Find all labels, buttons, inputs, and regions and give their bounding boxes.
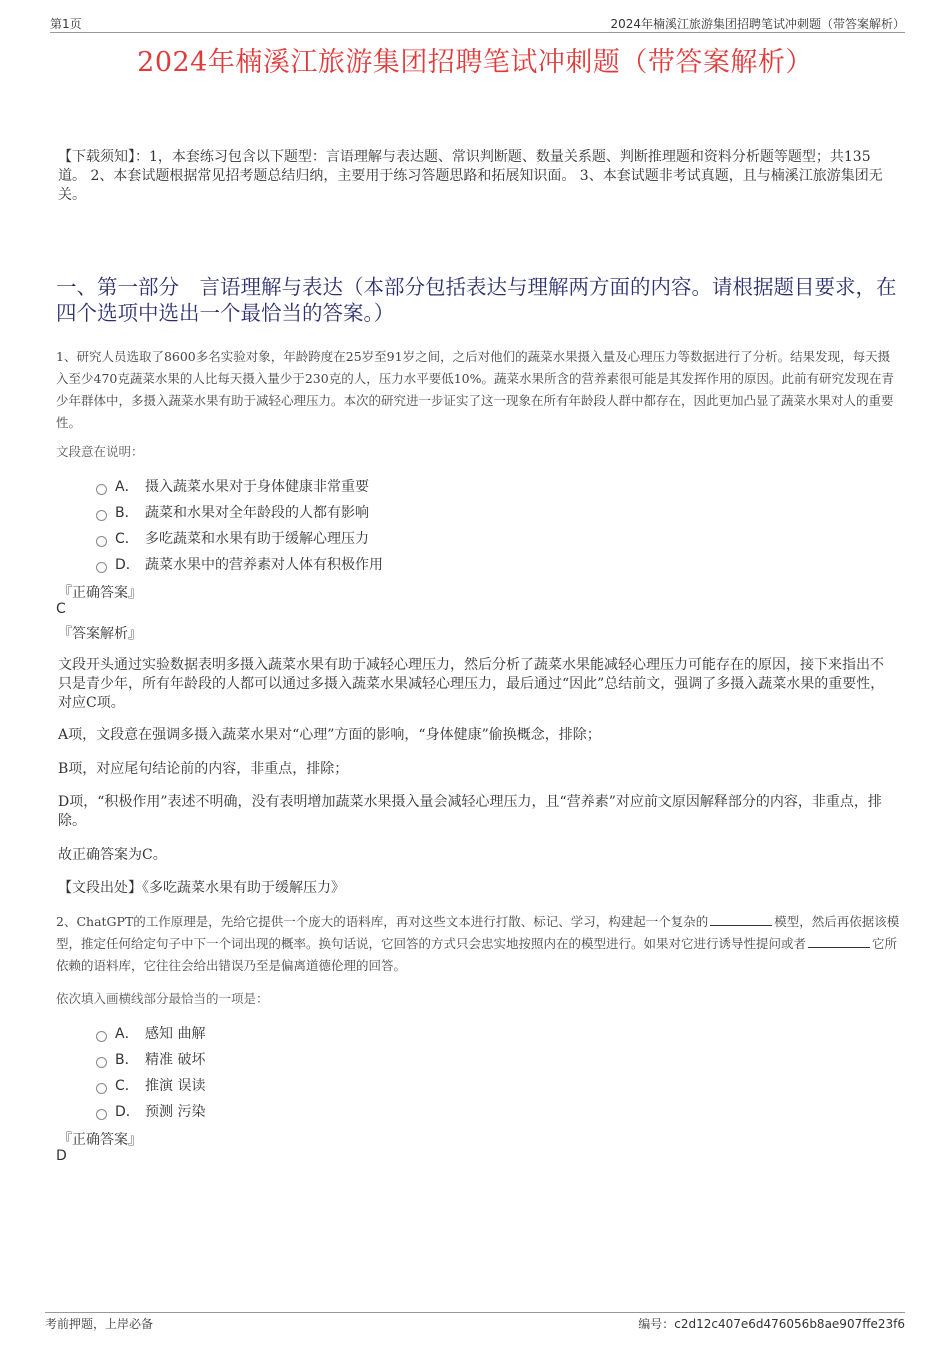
page-number: 第1页: [50, 17, 82, 31]
question-1-option-a[interactable]: A． 摄入蔬菜水果对于身体健康非常重要: [96, 476, 369, 496]
radio-icon[interactable]: [96, 1057, 107, 1068]
document-title: 2024年楠溪江旅游集团招聘笔试冲刺题（带答案解析）: [137, 47, 813, 78]
question-2-answer-label: 『正确答案』: [58, 1132, 142, 1148]
radio-icon[interactable]: [96, 1031, 107, 1042]
question-1-option-b[interactable]: B． 蔬菜和水果对全年龄段的人都有影响: [96, 502, 369, 522]
question-2-option-b[interactable]: B． 精准 破坏: [96, 1049, 205, 1069]
question-1-answer-label: 『正确答案』: [58, 585, 142, 601]
footer-doc-id: 编号：c2d12c407e6d476056b8ae907ffe23f6: [638, 1317, 905, 1331]
question-2-answer: D: [56, 1148, 67, 1164]
question-2-prompt: 依次填入画横线部分最恰当的一项是：: [56, 991, 269, 1006]
question-2-option-d[interactable]: D． 预测 污染: [96, 1101, 205, 1121]
question-1-analysis-paragraph: 文段开头通过实验数据表明多摄入蔬菜水果有助于减轻心理压力，然后分析了蔬菜水果能减轻心理压力可能存在的原因，接下来指出不只是青少年，所有年龄段的人都可以通过多摄入蔬菜水果减轻心理压力，最后通过“因此”总结前文，强调了多摄入蔬菜水果的重要性，对应C项。: [58, 657, 885, 711]
question-1-analysis-paragraph: 故正确答案为C。: [58, 847, 167, 863]
question-1-analysis-paragraph: A项，文段意在强调多摄入蔬菜水果对“心理”方面的影响，“身体健康”偷换概念，排除；: [58, 727, 601, 743]
radio-icon[interactable]: [96, 510, 107, 521]
question-1-analysis-paragraph: B项，对应尾句结论前的内容，非重点，排除；: [58, 761, 349, 777]
fill-blank: [710, 913, 772, 926]
header-doc-title: 2024年楠溪江旅游集团招聘笔试冲刺题（带答案解析）: [610, 17, 905, 31]
question-1-answer: C: [56, 601, 66, 617]
question-1-option-c[interactable]: C． 多吃蔬菜和水果有助于缓解心理压力: [96, 528, 369, 548]
question-2-option-c[interactable]: C． 推演 误读: [96, 1075, 205, 1095]
question-2-text: 2、ChatGPT的工作原理是，先给它提供一个庞大的语料库，再对这些文本进行打散、标记、学习，构建起一个复杂的 模型，然后再依据该模型，推定任何给定句子中下一个词出现的概率。换句话说，它回答的方式只会忠实地按照内在的模型进行。如果对它进行诱导性提问或者 它所依赖的语料库，它往往会给出错误乃至是偏离道德伦理的回答。: [56, 914, 900, 973]
page-header: [50, 12, 905, 33]
question-1-option-d[interactable]: D． 蔬菜水果中的营养素对人体有积极作用: [96, 554, 383, 574]
question-1-prompt: 文段意在说明：: [56, 444, 144, 459]
radio-icon[interactable]: [96, 484, 107, 495]
question-1-analysis-label: 『答案解析』: [58, 626, 142, 642]
download-notice: 【下载须知】：1，本套练习包含以下题型：言语理解与表达题、常识判断题、数量关系题、判断推理题和资料分析题等题型；共135道。 2、本套试题根据常见招考题总结归纳，主要用于练习答题思路和拓展知识面。 3、本套试题非考试真题，且与楠溪江旅游集团无关。: [58, 149, 883, 203]
radio-icon[interactable]: [96, 562, 107, 573]
fill-blank: [808, 935, 870, 948]
radio-icon[interactable]: [96, 536, 107, 547]
question-1-source: 【文段出处】《多吃蔬菜水果有助于缓解压力》: [58, 880, 345, 896]
page-footer: [45, 1312, 905, 1333]
question-2-option-a[interactable]: A． 感知 曲解: [96, 1023, 205, 1043]
question-1-text: 1、研究人员选取了8600多名实验对象，年龄跨度在25岁至91岁之间，之后对他们的蔬菜水果摄入量及心理压力等数据进行了分析。结果发现，每天摄入至少470克蔬菜水果的人比每天摄入量少于230克的人，压力水平要低10%。蔬菜水果所含的营养素很可能是其发挥作用的原因。此前有研究发现在青少年群体中，多摄入蔬菜水果有助于减轻心理压力。本次的研究进一步证实了这一现象在所有年龄段人群中都存在，因此更加凸显了蔬菜水果对人的重要性。: [56, 349, 895, 430]
radio-icon[interactable]: [96, 1083, 107, 1094]
radio-icon[interactable]: [96, 1109, 107, 1120]
footer-slogan: 考前押题，上岸必备: [45, 1317, 154, 1331]
section-heading: 一、第一部分 言语理解与表达（本部分包括表达与理解两方面的内容。请根据题目要求，在四个选项中选出一个最恰当的答案。）: [56, 275, 897, 325]
question-1-analysis-paragraph: D项，“积极作用”表述不明确，没有表明增加蔬菜水果摄入量会减轻心理压力，且“营养素”对应前文原因解释部分的内容，非重点，排除。: [58, 794, 882, 829]
